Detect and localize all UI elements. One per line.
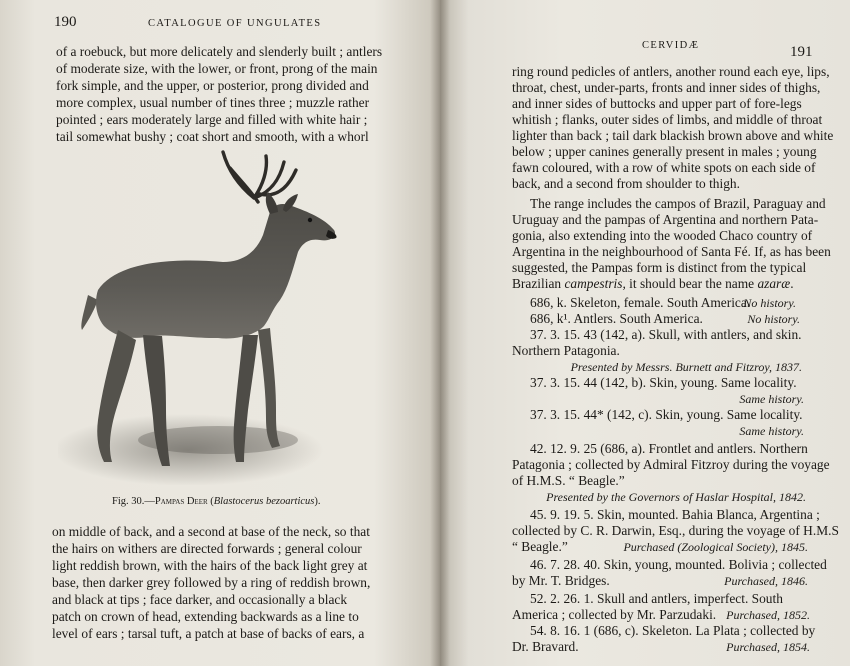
text-line: the hairs on withers are directed forwards ; general colour: [52, 541, 362, 556]
specimen-note: Same history.: [739, 424, 804, 438]
specimen-note: Purchased, 1854.: [726, 640, 810, 654]
text-line: tail somewhat bushy ; coat short and smooth, with a whorl: [56, 129, 369, 144]
specimen-text: 686, k¹. Antlers. South America.: [530, 311, 703, 326]
caption-common-name: Pampas Deer: [154, 496, 208, 507]
specimen-text: America ; collected by Mr. Parzudaki.: [512, 607, 717, 622]
specimen-text: by Mr. T. Bridges.: [512, 573, 610, 588]
caption-open-paren: (: [207, 496, 214, 507]
text-line: on middle of back, and a second at base of the neck, so that: [52, 524, 370, 539]
text-line: of moderate size, with the lower, or front, prong of the main: [56, 61, 378, 76]
specimen-text: 46. 7. 28. 40. Skin, young, mounted. Bolivia ; collected: [530, 557, 827, 572]
specimen-text: “ Beagle.”: [512, 539, 568, 554]
pampas-deer-illustration: [58, 140, 378, 485]
text-line: and inner sides of buttocks and upper part of fore-legs: [512, 96, 802, 111]
range-text: .: [790, 276, 794, 291]
specimen-note: No history.: [743, 296, 796, 310]
specimen-text: 42. 12. 9. 25 (686, a). Frontlet and antlers. Northern: [530, 441, 808, 456]
specimen-note: Purchased, 1852.: [726, 608, 810, 622]
book-gutter: [430, 0, 450, 666]
caption-figure-label: Fig. 30.—: [112, 496, 155, 507]
right-page: [440, 0, 850, 666]
range-text: it should bear the name: [625, 276, 758, 291]
text-line: patch on crown of head, extending backwards as a line to: [52, 609, 359, 624]
range-text: Brazilian: [512, 276, 565, 291]
specimen-text: 54. 8. 16. 1 (686, c). Skeleton. La Plata ; collected by: [530, 623, 816, 638]
range-italic-campestris: campestris,: [564, 276, 626, 291]
caption-close-paren: ).: [314, 496, 321, 507]
figure-caption: [112, 496, 321, 507]
specimen-text: Northern Patagonia.: [512, 343, 620, 358]
text-line: base, then darker grey followed by a ring of reddish brown,: [52, 575, 371, 590]
text-line: below ; upper canines generally present in males ; young: [512, 144, 817, 159]
specimen-text: 686, k. Skeleton, female. South America.: [530, 295, 751, 310]
specimen-text: Patagonia ; collected by Admiral Fitzroy during the voyage: [512, 457, 830, 472]
specimen-text: 37. 3. 15. 43 (142, a). Skull, with antlers, and skin.: [530, 327, 802, 342]
specimen-text: of H.M.S. “ Beagle.”: [512, 473, 625, 488]
page-number-right: 191: [790, 44, 813, 60]
text-line: suggested, the Pampas form is distinct from the typical: [512, 260, 807, 275]
text-line: lighter than back ; tail dark blackish brown above and white: [512, 128, 834, 143]
specimen-note: Purchased (Zoological Society), 1845.: [623, 540, 808, 554]
specimen-note: Presented by Messrs. Burnett and Fitzroy, 1837.: [570, 360, 802, 374]
specimen-text: Dr. Bravard.: [512, 639, 579, 654]
text-line: pointed ; ears moderately large and filled with white hair ;: [56, 112, 368, 127]
specimen-text: 45. 9. 19. 5. Skin, mounted. Bahia Blanca, Argentina ;: [530, 507, 820, 522]
specimen-text: collected by C. R. Darwin, Esq., during the voyage of H.M.S: [512, 523, 839, 538]
text-line: of a roebuck, but more delicately and slenderly built ; antlers: [56, 44, 383, 59]
text-line: more complex, usual number of tines three ; muzzle rather: [56, 95, 370, 110]
specimen-note: Same history.: [739, 392, 804, 406]
running-head-left: CATALOGUE OF UNGULATES: [148, 18, 322, 29]
text-line: [512, 276, 794, 292]
text-line: whitish ; flanks, outer sides of limbs, and middle of throat: [512, 112, 823, 127]
text-line: level of ears ; tarsal tuft, a patch at base of backs of ears, a: [52, 626, 365, 641]
text-line: throat, chest, under-parts, fronts and inner sides of thighs,: [512, 80, 821, 95]
specimen-note: No history.: [747, 312, 800, 326]
text-line: Uruguay and the pampas of Argentina and northern Pata-: [512, 212, 819, 227]
range-italic-azarae: azaræ: [757, 276, 791, 291]
text-line: back, and a second from shoulder to thigh.: [512, 176, 740, 191]
caption-scientific-name: Blastocerus bezoarticus: [213, 496, 315, 507]
running-head-right: CERVIDÆ: [642, 40, 700, 51]
text-line: fawn coloured, with a row of white spots on each side of: [512, 160, 816, 175]
specimen-text: 37. 3. 15. 44* (142, c). Skin, young. Same locality.: [530, 407, 803, 422]
specimen-note: Presented by the Governors of Haslar Hospital, 1842.: [546, 490, 806, 504]
text-line: The range includes the campos of Brazil, Paraguay and: [530, 196, 826, 211]
specimen-text: 52. 2. 26. 1. Skull and antlers, imperfect. South: [530, 591, 783, 606]
text-line: Argentina in the neighbourhood of Santa Fé. If, as has been: [512, 244, 831, 259]
text-line: light reddish brown, with the hairs of the back light grey at: [52, 558, 368, 573]
text-line: ring round pedicles of antlers, another round each eye, lips,: [512, 64, 830, 79]
text-line: gonia, also extending into the wooded Chaco country of: [512, 228, 813, 243]
text-line: fork simple, and the upper, or posterior, prong divided and: [56, 78, 369, 93]
specimen-text: 37. 3. 15. 44 (142, b). Skin, young. Same locality.: [530, 375, 797, 390]
specimen-note: Purchased, 1846.: [724, 574, 808, 588]
page-number-left: 190: [54, 14, 77, 30]
text-line: and black at tips ; face darker, and occasionally a black: [52, 592, 348, 607]
